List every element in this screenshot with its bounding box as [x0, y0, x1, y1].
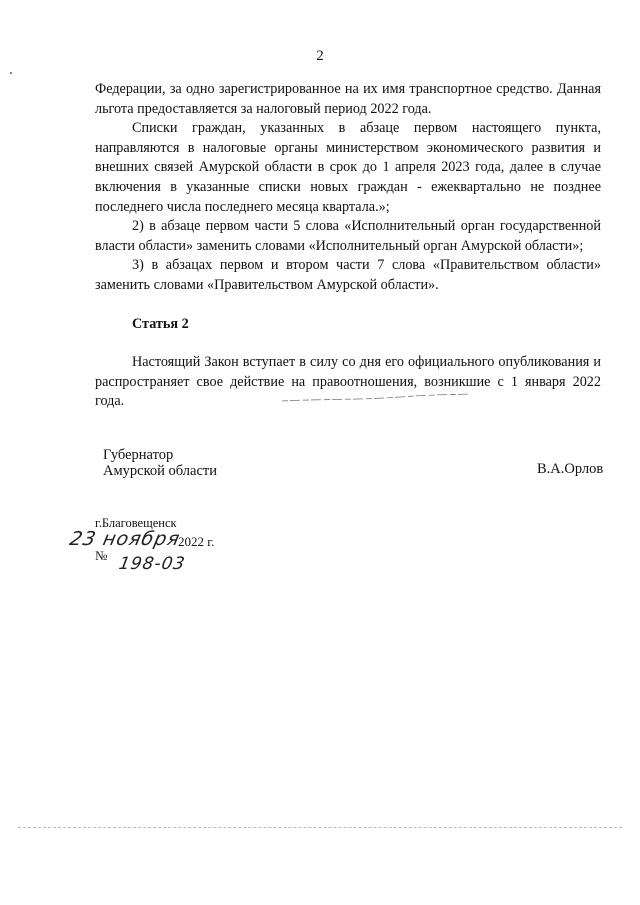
signatory-name: В.А.Орлов: [537, 461, 604, 477]
handwritten-number: 198-03: [117, 554, 187, 574]
paragraph-item-3: 3) в абзацах первом и втором части 7 слова «Правительством области» заменить словами «Правительством Амурской области».: [95, 257, 601, 293]
page-number: 2: [316, 48, 324, 64]
document-body: [95, 80, 601, 412]
handwritten-date: 23 ноября: [67, 528, 183, 550]
law-number: [95, 548, 255, 574]
signatory-title-line1: Губернатор: [103, 447, 174, 463]
paragraph-lists: Списки граждан, указанных в абзаце первом настоящего пункта, направляются в налоговые органы министерством экономического развития и внешних связей Амурской области в срок до 1 апреля 2023 года, далее в случае включения в указанные списки новых граждан - ежеквартально не позднее последнего числа последнего месяца квартала.»;: [95, 120, 601, 215]
paragraph-continuation: Федерации, за одно зарегистрированное на их имя транспортное средство. Данная льгота предоставляется за налоговый период 2022 года.: [95, 81, 601, 117]
article-text: Настоящий Закон вступает в силу со дня его официального опубликования и распространяет свое действие на правоотношения, возникшие с 1 января 2022 года.: [95, 354, 601, 410]
ink-stroke: [280, 392, 470, 406]
date-year: 2022 г.: [178, 534, 215, 549]
place-of-signing: г.Благовещенск: [95, 516, 177, 530]
number-prefix: №: [95, 548, 108, 563]
scan-edge-line: [18, 827, 622, 828]
signatory-title-line2: Амурской области: [103, 463, 217, 479]
signatory-title: [103, 447, 217, 479]
article-title: Статья 2: [132, 315, 189, 332]
scan-speck: [10, 72, 12, 74]
paragraph-item-2: 2) в абзаце первом части 5 слова «Исполнительный орган государственной власти области» заменить словами «Исполнительный орган Амурской области»;: [95, 218, 601, 254]
